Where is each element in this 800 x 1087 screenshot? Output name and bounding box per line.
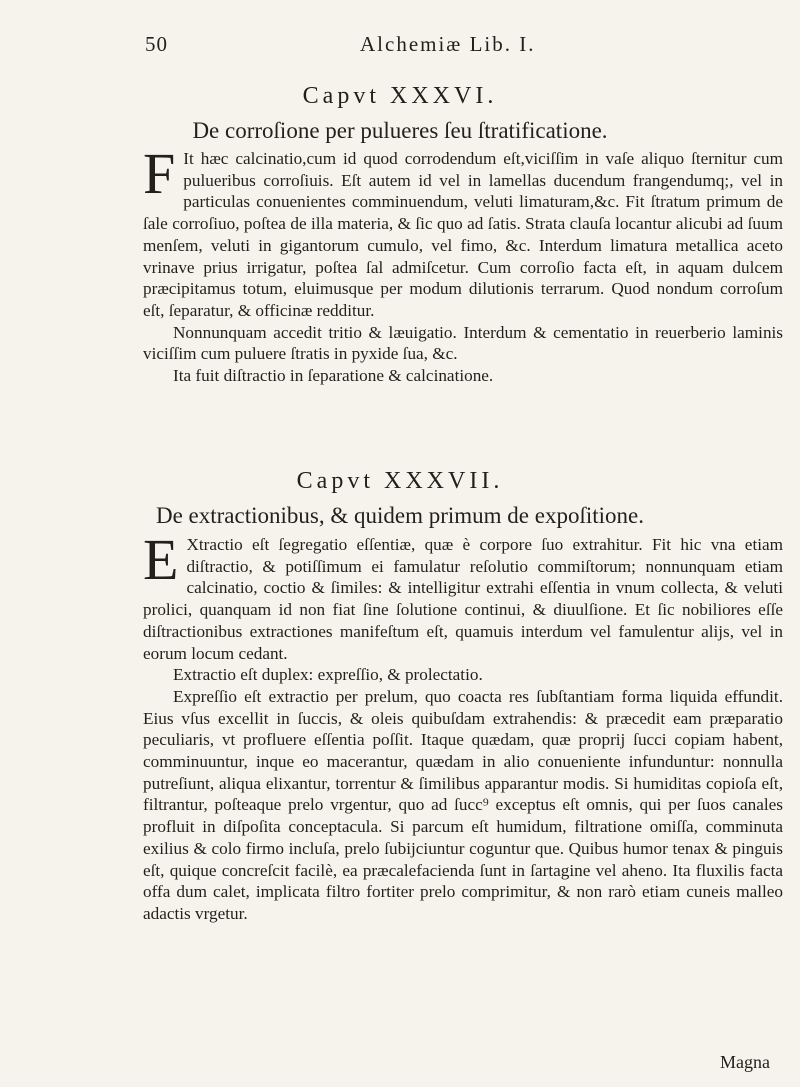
running-title: Alchemiæ Lib. I.: [360, 32, 536, 56]
page-number: 50: [145, 32, 168, 56]
chapter-36-dropcap: F: [143, 141, 176, 206]
chapter-36-body: [143, 141, 783, 387]
chapter-37-text-1: Xtractio eſt ſegregatio eſſentiæ, quæ è corpore ſuo extrahitur. Fit hic vna etiam diſtractio, & potiſſimum ei famulatur reſolutio commiſtorum; nonnunquam etiam calcinatio, coctio & ſimiles: & intelligitur extrahi eſſentia in vnum collecta, & veluti prolici, quanquam id non fiat ſine ſolutione continui, & diuulſione. Et ſic nobiliores eſſe diſtractionibus extractiones manifeſtum eſt, quamuis interdum vel famulentur alijs, vel in eorum locum cedant.: [143, 535, 783, 663]
chapter-37-body: [143, 527, 783, 925]
chapter-36-text-1: It hæc calcinatio,cum id quod corrodendum eſt,viciſſim in vaſe aliquo ſternitur cum pulueribus corroſiuis. Eſt autem id vel in lamellas ducendum frangendumq;, vel in particulas conuenientes comminuendum, veluti limaturam,&c. Fit ſtratum primum de ſale corroſiuo, poſtea de illa materia, & ſic quo ad ſatis. Strata clauſa locantur alicubi ad ſuum menſem, veluti in gigantorum cumulo, vel fimo, &c. Interdum limatura metallica aceto vrinave prius irrigatur, poſtea ſal admiſcetur. Cum corroſio facta eſt, in aquam dulcem præcipitamus totum, eluimusque per modum dilutionis terrarum. Quod nondum corroſum eſt, ſeparatur, & officinæ redditur.: [143, 149, 783, 320]
chapter-37-paragraph-3: Expreſſio eſt extractio per prelum, quo coacta res ſubſtantiam forma liquida effundit. Eius vſus excellit in ſuccis, & oleis quibuſdam extrahendis: & præcedit eam præparatio peculiaris, vt profluere eſſentia poſſit. Itaque quædam, quæ proprij ſucci copiam habent, comminuuntur, inque eo macerantur, quædam in alio conueniente infunduntur: nonnulla putreſiunt, aliqua elixantur, torrentur & ſimilibus apparantur modis. Si humiditas copioſa eſt, filtrantur, poſteaque prelo vrgentur, quo ad ſucc⁹ exceptus eſt omnis, qui per ſuos canales profluit in diſpoſita conceptacula. Si parcum eſt humidum, filtratione omiſſa, comminuta exilius & colo firmo incluſa, prelo ſubijciuntur coguntur que. Quibus humor tenax & pinguis eſt, quique concreſcit facilè, ea præcalefacienda ſunt in ſartagine vel aheno. Ita fluxilis facta offa dum calet, implicata filtro fortiter prelo comprimitur, & non rarò etiam cuneis malleo adactis vrgetur.: [143, 686, 783, 923]
chapter-37-dropcap: E: [143, 527, 179, 592]
chapter-37-paragraph-2: Extractio eſt duplex: expreſſio, & prolectatio.: [173, 665, 483, 685]
chapter-37-subtitle: De extractionibus, & quidem primum de expoſitione.: [155, 503, 644, 528]
chapter-36-paragraph-2: Nonnunquam accedit tritio & læuigatio. Interdum & cementatio in reuerberio laminis viciſſim cum puluere ſtratis in pyxide ſua, &c.: [143, 322, 783, 364]
chapter-37-heading: Capvt XXXVII.: [296, 468, 504, 494]
chapter-36-paragraph-3: Ita fuit diſtractio in ſeparatione & calcinatione.: [173, 366, 494, 386]
chapter-36-subtitle: De corroſione per pulueres ſeu ſtratificatione.: [192, 118, 608, 143]
chapter-36-paragraph-1: [143, 141, 783, 322]
chapter-37-paragraph-1: [143, 527, 783, 664]
chapter-36-heading: Capvt XXXVI.: [302, 83, 498, 109]
catchword: Magna: [720, 1052, 770, 1072]
